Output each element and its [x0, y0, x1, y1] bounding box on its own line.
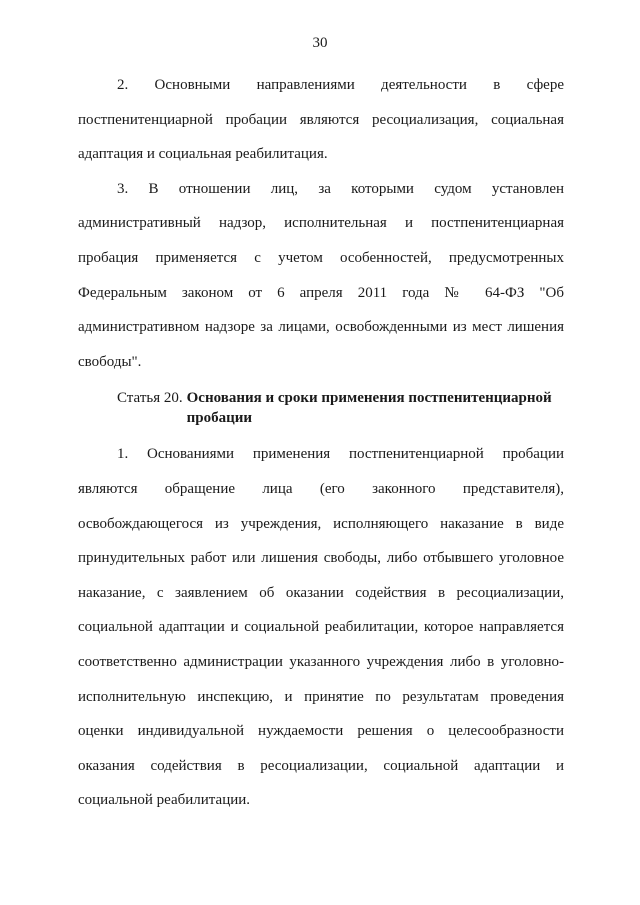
paragraph-item-3: 3. В отношении лиц, за которыми судом установлен административный надзор, исполнительная и постпенитенциарная пробация применяется с учетом особенностей, предусмотренных Федеральным законом от 6 апреля 2011 года № 64-ФЗ "Об административном надзоре за лицами, освобожденными из мест лишения свободы".: [78, 180, 564, 370]
document-body: [78, 68, 564, 818]
paragraph-item-1: 1. Основаниями применения постпенитенциарной пробации являются обращение лица (его законного представителя), освобождающегося из учреждения, исполняющего наказание в виде принудительных работ или лишения свободы, либо отбывшего уголовное наказание, с заявлением об оказании содействия в ресоциализации, социальной адаптации и социальной реабилитации, которое направляется соответственно администрации указанного учреждения либо в уголовно-исполнительную инспекцию, и принятие по результатам проведения оценки индивидуальной нуждаемости решения о целесообразности оказания содействия в ресоциализации, социальной адаптации и социальной реабилитации.: [78, 446, 564, 809]
page-number: 30: [312, 35, 328, 51]
article-number: Статья 20.: [117, 390, 183, 407]
article-heading: [78, 379, 564, 437]
article-title: Основания и сроки применения постпенитенциарной пробации: [186, 390, 552, 427]
paragraph-item-2: 2. Основными направлениями деятельности в сфере постпенитенциарной пробации являются ресоциализация, социальная адаптация и социальная реабилитация.: [78, 77, 564, 163]
